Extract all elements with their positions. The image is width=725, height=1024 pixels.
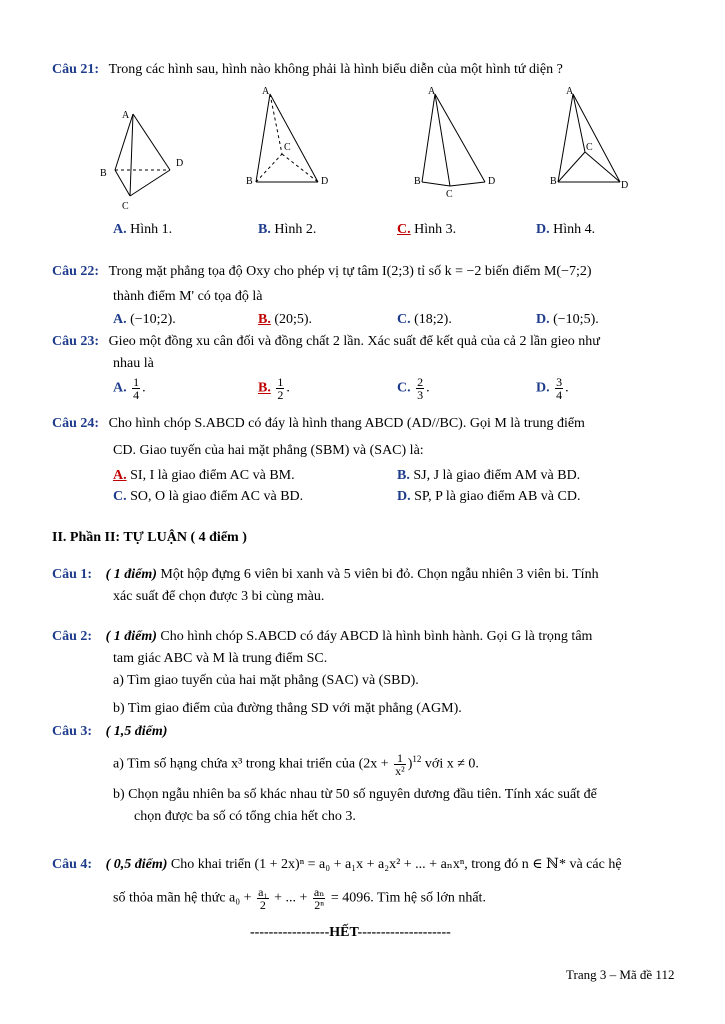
fig4-D: D xyxy=(621,180,629,191)
c3-stem: Câu 3: ( 1,5 điểm) xyxy=(52,724,168,739)
q24-option-d: D. SP, P là giao điểm AB và CD. xyxy=(397,489,581,504)
fig4-C: C xyxy=(586,142,593,153)
c2-part-a: a) Tìm giao tuyến của hai mặt phẳng (SAC) và (SBD). xyxy=(113,673,419,688)
c4-stem: Câu 4: ( 0,5 điểm) Cho khai triển (1 + 2x)ⁿ = a₀ + a₁x + a₂x² + ... + aₙxⁿ, trong đó n ∈ ℕ* và các hệ xyxy=(52,857,622,872)
q24-option-a: A. SI, I là giao điểm AC và BM. xyxy=(113,468,295,483)
q22-option-d: D. (−10;5). xyxy=(536,312,599,327)
c1-stem: Câu 1: ( 1 điểm) Một hộp đựng 6 viên bi xanh và 5 viên bi đỏ. Chọn ngẫu nhiên 3 viên bi. Tính xyxy=(52,567,599,582)
q23-stem-2: nhau là xyxy=(113,356,154,371)
c3-part-b-2: chọn được ba số có tổng chia hết cho 3. xyxy=(134,809,356,824)
fig1-D: D xyxy=(176,158,184,169)
fig1-B: B xyxy=(100,168,107,179)
fig3-C: C xyxy=(446,189,453,199)
q21-label: Câu 21: xyxy=(52,62,100,77)
q23-option-d: D. $\frac{3}{4}$ . xyxy=(536,375,569,402)
q24-option-c: C. SO, O là giao điểm AC và BD. xyxy=(113,489,304,504)
figure-4 xyxy=(548,84,648,199)
q24-stem-2: CD. Giao tuyến của hai mặt phẳng (SBM) và (SAC) là: xyxy=(113,443,424,458)
c2-stem: Câu 2: ( 1 điểm) Cho hình chóp S.ABCD có đáy ABCD là hình bình hành. Gọi G là trọng tâm xyxy=(52,629,593,644)
c2-part-b: b) Tìm giao điểm của đường thẳng SD với mặt phẳng (AGM). xyxy=(113,701,462,716)
q21-option-a: A. Hình 1. xyxy=(113,222,173,237)
fig4-A: A xyxy=(566,86,574,97)
fig2-C: C xyxy=(284,142,291,153)
fig4-B: B xyxy=(550,176,557,187)
q21-option-c: C. Hình 3. xyxy=(397,222,457,237)
fig1-A: A xyxy=(122,110,130,121)
page-footer: Trang 3 – Mã đề 112 xyxy=(566,967,675,982)
c3-part-b: b) Chọn ngẫu nhiên ba số khác nhau từ 50 số nguyên dương đầu tiên. Tính xác suất để xyxy=(113,787,597,802)
c1-stem-2: xác suất để chọn được 3 bi cùng màu. xyxy=(113,589,325,604)
q21-option-b: B. Hình 2. xyxy=(258,222,317,237)
fig2-A: A xyxy=(262,86,270,97)
q24-stem: Câu 24: Cho hình chóp S.ABCD có đáy là hình thang ABCD (AD//BC). Gọi M là trung điểm xyxy=(52,416,585,431)
fig3-B: B xyxy=(414,176,421,187)
q23-option-c: C. $\frac{2}{3}$ . xyxy=(397,375,430,402)
q22-stem-2: thành điểm M' có tọa độ là xyxy=(113,289,263,304)
q22-stem: Câu 22: Trong mặt phẳng tọa độ Oxy cho phép vị tự tâm I(2;3) tỉ số k = −2 biến điểm M(−7;2) xyxy=(52,264,592,279)
fig3-D: D xyxy=(488,176,496,187)
fig1-C: C xyxy=(122,201,129,212)
fig3-A: A xyxy=(428,86,436,97)
fig2-D: D xyxy=(321,176,329,187)
q23-option-b: B. $\frac{1}{2}$ . xyxy=(258,375,290,402)
part2-title: II. Phần II: TỰ LUẬN ( 4 điểm ) xyxy=(52,530,247,545)
q21-text: Trong các hình sau, hình nào không phải là hình biểu diễn của một hình tứ diện ? xyxy=(108,62,563,77)
c3-part-a: a) Tìm số hạng chứa x³ trong khai triển của (2x + $\frac{1}{\text{x²}}$ )$^{12}$ với x ≠ 0. xyxy=(113,751,479,778)
q21-option-d: D. Hình 4. xyxy=(536,222,596,237)
q22-option-a: A. (−10;2). xyxy=(113,312,176,327)
figure-1 xyxy=(90,84,200,214)
q24-option-b: B. SJ, J là giao điểm AM và BD. xyxy=(397,468,581,483)
fig2-B: B xyxy=(246,176,253,187)
figure-3 xyxy=(410,84,510,199)
q22-option-b: B. (20;5). xyxy=(258,312,313,327)
c4-stem-2: số thỏa mãn hệ thức a₀ + $\frac{\text{a₁}}{2}$ + ... + $\frac{\text{aₙ}}{\text{2ⁿ}}$ = 4096. Tìm hệ số lớn nhất. xyxy=(113,885,486,912)
c2-stem-2: tam giác ABC và M là trung điểm SC. xyxy=(113,651,328,666)
q22-option-c: C. (18;2). xyxy=(397,312,452,327)
q23-stem: Câu 23: Gieo một đồng xu cân đối và đồng chất 2 lần. Xác suất để kết quả của cả 2 lần gieo như xyxy=(52,334,600,349)
q21-stem xyxy=(52,62,563,78)
q23-option-a: A. $\frac{1}{4}$ . xyxy=(113,375,146,402)
end-mark: -----------------HẾT-------------------- xyxy=(250,925,451,940)
figure-2 xyxy=(240,84,340,194)
